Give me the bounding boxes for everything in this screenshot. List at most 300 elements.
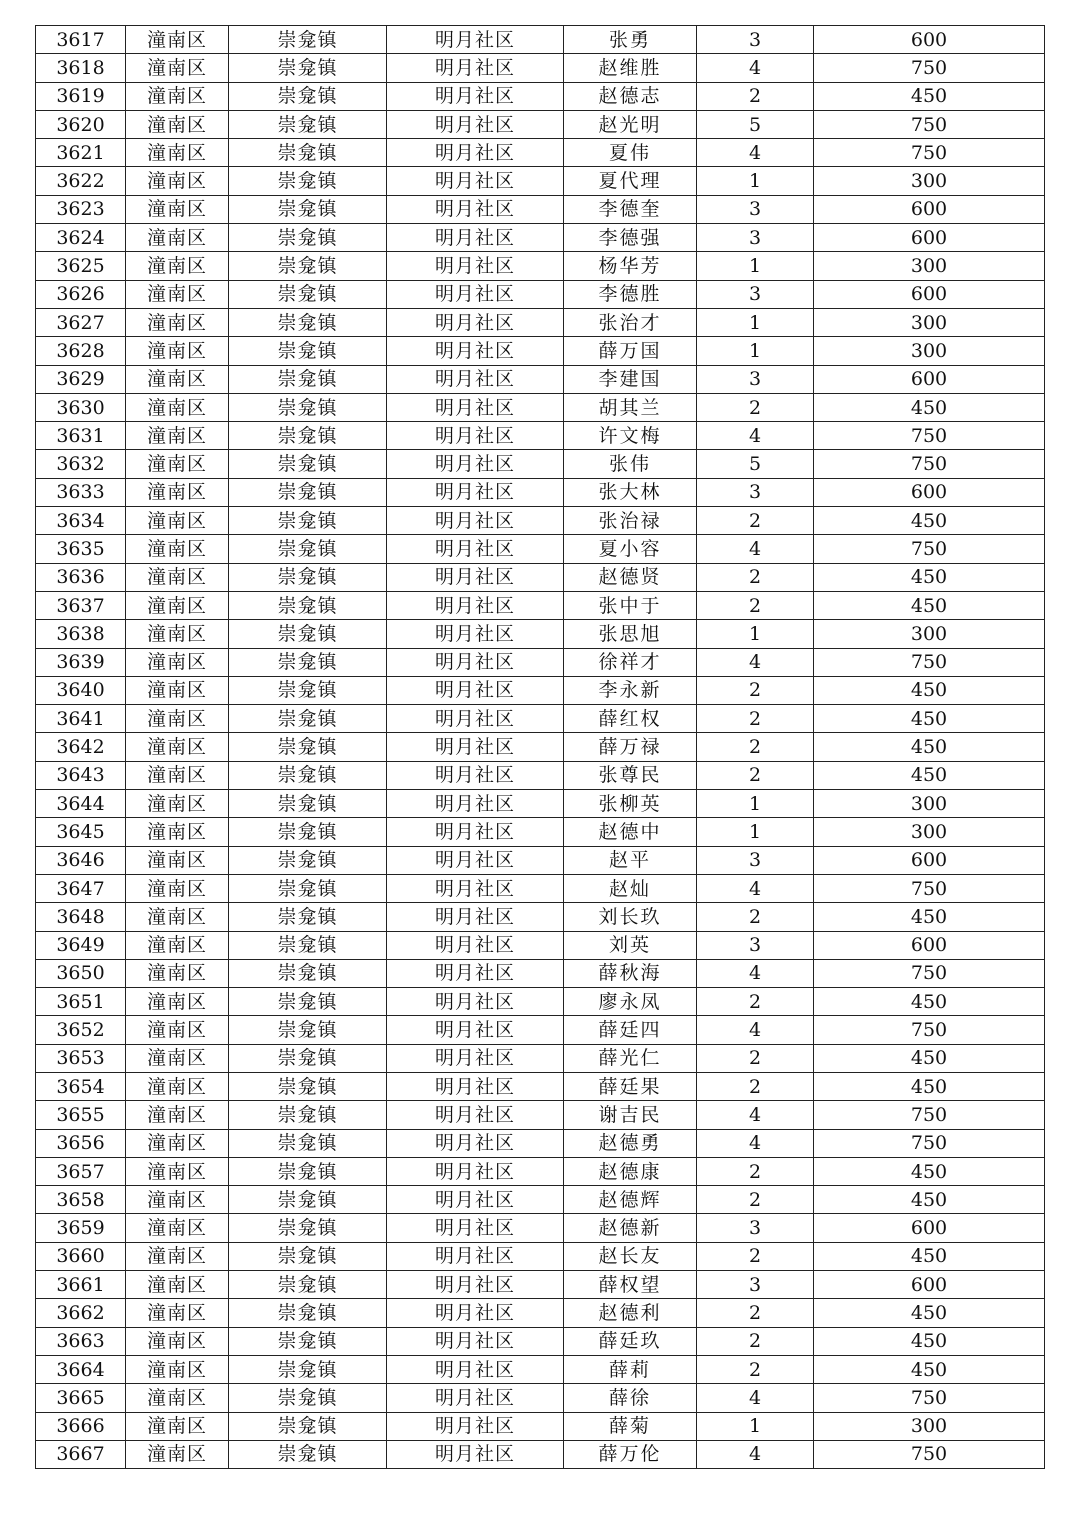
- amount-cell: 750: [814, 110, 1045, 138]
- town-cell: 崇龛镇: [229, 280, 387, 308]
- table-row: [36, 195, 1045, 223]
- table-row: [36, 478, 1045, 506]
- amount-cell: 600: [814, 1271, 1045, 1299]
- community-cell: 明月社区: [387, 818, 564, 846]
- amount-cell: 450: [814, 676, 1045, 704]
- household-size-cell: 4: [697, 1384, 814, 1412]
- household-size-cell: 2: [697, 1327, 814, 1355]
- town-cell: 崇龛镇: [229, 620, 387, 648]
- serial-number-cell: 3624: [36, 224, 126, 252]
- amount-cell: 750: [814, 1016, 1045, 1044]
- community-cell: 明月社区: [387, 761, 564, 789]
- name-cell: 薛万国: [564, 337, 697, 365]
- table-row: [36, 903, 1045, 931]
- household-size-cell: 1: [697, 337, 814, 365]
- name-cell: 赵德新: [564, 1214, 697, 1242]
- name-cell: 薛万伦: [564, 1440, 697, 1468]
- amount-cell: 600: [814, 478, 1045, 506]
- district-cell: 潼南区: [126, 1384, 229, 1412]
- amount-cell: 600: [814, 195, 1045, 223]
- serial-number-cell: 3654: [36, 1072, 126, 1100]
- table-row: [36, 1271, 1045, 1299]
- serial-number-cell: 3622: [36, 167, 126, 195]
- district-cell: 潼南区: [126, 507, 229, 535]
- table-row: [36, 1129, 1045, 1157]
- community-cell: 明月社区: [387, 54, 564, 82]
- serial-number-cell: 3653: [36, 1044, 126, 1072]
- town-cell: 崇龛镇: [229, 1299, 387, 1327]
- town-cell: 崇龛镇: [229, 1412, 387, 1440]
- table-row: [36, 1044, 1045, 1072]
- district-cell: 潼南区: [126, 1101, 229, 1129]
- household-size-cell: 5: [697, 450, 814, 478]
- table-row: [36, 365, 1045, 393]
- table-row: [36, 1157, 1045, 1185]
- town-cell: 崇龛镇: [229, 195, 387, 223]
- community-cell: 明月社区: [387, 478, 564, 506]
- household-size-cell: 2: [697, 705, 814, 733]
- district-cell: 潼南区: [126, 648, 229, 676]
- table-row: [36, 1016, 1045, 1044]
- household-size-cell: 1: [697, 167, 814, 195]
- name-cell: 李德奎: [564, 195, 697, 223]
- name-cell: 赵维胜: [564, 54, 697, 82]
- town-cell: 崇龛镇: [229, 903, 387, 931]
- community-cell: 明月社区: [387, 507, 564, 535]
- district-cell: 潼南区: [126, 478, 229, 506]
- table-row: [36, 535, 1045, 563]
- town-cell: 崇龛镇: [229, 818, 387, 846]
- district-cell: 潼南区: [126, 1412, 229, 1440]
- household-size-cell: 3: [697, 365, 814, 393]
- district-cell: 潼南区: [126, 252, 229, 280]
- district-cell: 潼南区: [126, 761, 229, 789]
- table-body: [36, 26, 1045, 1469]
- serial-number-cell: 3665: [36, 1384, 126, 1412]
- name-cell: 张治才: [564, 308, 697, 336]
- household-size-cell: 4: [697, 648, 814, 676]
- household-size-cell: 4: [697, 1101, 814, 1129]
- table-row: [36, 252, 1045, 280]
- amount-cell: 450: [814, 82, 1045, 110]
- serial-number-cell: 3634: [36, 507, 126, 535]
- district-cell: 潼南区: [126, 1129, 229, 1157]
- amount-cell: 300: [814, 308, 1045, 336]
- amount-cell: 600: [814, 26, 1045, 54]
- amount-cell: 450: [814, 705, 1045, 733]
- serial-number-cell: 3633: [36, 478, 126, 506]
- district-cell: 潼南区: [126, 1299, 229, 1327]
- table-row: [36, 790, 1045, 818]
- table-row: [36, 224, 1045, 252]
- name-cell: 李永新: [564, 676, 697, 704]
- town-cell: 崇龛镇: [229, 393, 387, 421]
- serial-number-cell: 3650: [36, 959, 126, 987]
- name-cell: 赵光明: [564, 110, 697, 138]
- amount-cell: 450: [814, 988, 1045, 1016]
- amount-cell: 750: [814, 648, 1045, 676]
- town-cell: 崇龛镇: [229, 591, 387, 619]
- community-cell: 明月社区: [387, 82, 564, 110]
- community-cell: 明月社区: [387, 1016, 564, 1044]
- town-cell: 崇龛镇: [229, 82, 387, 110]
- district-cell: 潼南区: [126, 167, 229, 195]
- district-cell: 潼南区: [126, 988, 229, 1016]
- community-cell: 明月社区: [387, 1384, 564, 1412]
- name-cell: 赵德贤: [564, 563, 697, 591]
- household-size-cell: 3: [697, 224, 814, 252]
- table-row: [36, 1242, 1045, 1270]
- amount-cell: 300: [814, 167, 1045, 195]
- community-cell: 明月社区: [387, 224, 564, 252]
- household-size-cell: 2: [697, 761, 814, 789]
- table-row: [36, 648, 1045, 676]
- table-row: [36, 1384, 1045, 1412]
- district-cell: 潼南区: [126, 1044, 229, 1072]
- household-size-cell: 3: [697, 195, 814, 223]
- community-cell: 明月社区: [387, 422, 564, 450]
- table-row: [36, 280, 1045, 308]
- district-cell: 潼南区: [126, 365, 229, 393]
- name-cell: 李建国: [564, 365, 697, 393]
- serial-number-cell: 3617: [36, 26, 126, 54]
- community-cell: 明月社区: [387, 337, 564, 365]
- town-cell: 崇龛镇: [229, 648, 387, 676]
- community-cell: 明月社区: [387, 1242, 564, 1270]
- town-cell: 崇龛镇: [229, 988, 387, 1016]
- table-row: [36, 422, 1045, 450]
- table-row: [36, 1299, 1045, 1327]
- household-size-cell: 1: [697, 252, 814, 280]
- household-size-cell: 5: [697, 110, 814, 138]
- town-cell: 崇龛镇: [229, 1440, 387, 1468]
- name-cell: 赵长友: [564, 1242, 697, 1270]
- community-cell: 明月社区: [387, 393, 564, 421]
- district-cell: 潼南区: [126, 1355, 229, 1383]
- household-size-cell: 2: [697, 507, 814, 535]
- name-cell: 张大林: [564, 478, 697, 506]
- serial-number-cell: 3662: [36, 1299, 126, 1327]
- serial-number-cell: 3635: [36, 535, 126, 563]
- town-cell: 崇龛镇: [229, 167, 387, 195]
- name-cell: 赵灿: [564, 874, 697, 902]
- amount-cell: 450: [814, 1157, 1045, 1185]
- community-cell: 明月社区: [387, 874, 564, 902]
- district-cell: 潼南区: [126, 1214, 229, 1242]
- household-size-cell: 3: [697, 280, 814, 308]
- household-size-cell: 2: [697, 1299, 814, 1327]
- amount-cell: 750: [814, 422, 1045, 450]
- district-cell: 潼南区: [126, 280, 229, 308]
- table-row: [36, 393, 1045, 421]
- community-cell: 明月社区: [387, 195, 564, 223]
- community-cell: 明月社区: [387, 846, 564, 874]
- name-cell: 赵平: [564, 846, 697, 874]
- table-row: [36, 1101, 1045, 1129]
- amount-cell: 450: [814, 563, 1045, 591]
- district-cell: 潼南区: [126, 139, 229, 167]
- amount-cell: 300: [814, 252, 1045, 280]
- district-cell: 潼南区: [126, 903, 229, 931]
- amount-cell: 450: [814, 507, 1045, 535]
- amount-cell: 450: [814, 591, 1045, 619]
- community-cell: 明月社区: [387, 620, 564, 648]
- household-size-cell: 2: [697, 733, 814, 761]
- serial-number-cell: 3621: [36, 139, 126, 167]
- household-size-cell: 1: [697, 790, 814, 818]
- district-cell: 潼南区: [126, 790, 229, 818]
- name-cell: 赵德勇: [564, 1129, 697, 1157]
- amount-cell: 750: [814, 450, 1045, 478]
- amount-cell: 600: [814, 846, 1045, 874]
- community-cell: 明月社区: [387, 139, 564, 167]
- table-row: [36, 563, 1045, 591]
- town-cell: 崇龛镇: [229, 1016, 387, 1044]
- town-cell: 崇龛镇: [229, 1242, 387, 1270]
- town-cell: 崇龛镇: [229, 252, 387, 280]
- district-cell: 潼南区: [126, 620, 229, 648]
- name-cell: 刘英: [564, 931, 697, 959]
- amount-cell: 450: [814, 1072, 1045, 1100]
- town-cell: 崇龛镇: [229, 1101, 387, 1129]
- name-cell: 赵德辉: [564, 1186, 697, 1214]
- table-row: [36, 988, 1045, 1016]
- town-cell: 崇龛镇: [229, 224, 387, 252]
- serial-number-cell: 3645: [36, 818, 126, 846]
- amount-cell: 300: [814, 790, 1045, 818]
- district-cell: 潼南区: [126, 535, 229, 563]
- name-cell: 赵德中: [564, 818, 697, 846]
- town-cell: 崇龛镇: [229, 1214, 387, 1242]
- household-size-cell: 4: [697, 1440, 814, 1468]
- household-size-cell: 4: [697, 139, 814, 167]
- table-row: [36, 337, 1045, 365]
- serial-number-cell: 3658: [36, 1186, 126, 1214]
- name-cell: 薛廷果: [564, 1072, 697, 1100]
- district-cell: 潼南区: [126, 450, 229, 478]
- name-cell: 张柳英: [564, 790, 697, 818]
- community-cell: 明月社区: [387, 1440, 564, 1468]
- household-size-cell: 4: [697, 535, 814, 563]
- household-size-cell: 4: [697, 1016, 814, 1044]
- district-cell: 潼南区: [126, 874, 229, 902]
- roster-table-container: [35, 25, 1044, 1469]
- serial-number-cell: 3652: [36, 1016, 126, 1044]
- community-cell: 明月社区: [387, 365, 564, 393]
- table-row: [36, 705, 1045, 733]
- name-cell: 李德胜: [564, 280, 697, 308]
- name-cell: 薛万禄: [564, 733, 697, 761]
- serial-number-cell: 3636: [36, 563, 126, 591]
- community-cell: 明月社区: [387, 1129, 564, 1157]
- district-cell: 潼南区: [126, 1440, 229, 1468]
- serial-number-cell: 3640: [36, 676, 126, 704]
- community-cell: 明月社区: [387, 931, 564, 959]
- serial-number-cell: 3626: [36, 280, 126, 308]
- serial-number-cell: 3656: [36, 1129, 126, 1157]
- serial-number-cell: 3660: [36, 1242, 126, 1270]
- household-size-cell: 2: [697, 393, 814, 421]
- town-cell: 崇龛镇: [229, 422, 387, 450]
- household-size-cell: 3: [697, 846, 814, 874]
- community-cell: 明月社区: [387, 591, 564, 619]
- name-cell: 夏伟: [564, 139, 697, 167]
- name-cell: 薛莉: [564, 1355, 697, 1383]
- community-cell: 明月社区: [387, 648, 564, 676]
- town-cell: 崇龛镇: [229, 676, 387, 704]
- town-cell: 崇龛镇: [229, 959, 387, 987]
- household-size-cell: 2: [697, 1355, 814, 1383]
- district-cell: 潼南区: [126, 82, 229, 110]
- town-cell: 崇龛镇: [229, 535, 387, 563]
- amount-cell: 450: [814, 1242, 1045, 1270]
- serial-number-cell: 3643: [36, 761, 126, 789]
- district-cell: 潼南区: [126, 224, 229, 252]
- table-row: [36, 818, 1045, 846]
- name-cell: 谢吉民: [564, 1101, 697, 1129]
- household-size-cell: 2: [697, 1157, 814, 1185]
- serial-number-cell: 3646: [36, 846, 126, 874]
- household-size-cell: 3: [697, 1214, 814, 1242]
- community-cell: 明月社区: [387, 988, 564, 1016]
- town-cell: 崇龛镇: [229, 1072, 387, 1100]
- name-cell: 夏小容: [564, 535, 697, 563]
- household-size-cell: 2: [697, 591, 814, 619]
- amount-cell: 750: [814, 54, 1045, 82]
- district-cell: 潼南区: [126, 393, 229, 421]
- district-cell: 潼南区: [126, 591, 229, 619]
- name-cell: 薛光仁: [564, 1044, 697, 1072]
- town-cell: 崇龛镇: [229, 507, 387, 535]
- table-row: [36, 591, 1045, 619]
- amount-cell: 450: [814, 1044, 1045, 1072]
- serial-number-cell: 3647: [36, 874, 126, 902]
- town-cell: 崇龛镇: [229, 1157, 387, 1185]
- serial-number-cell: 3651: [36, 988, 126, 1016]
- table-row: [36, 1440, 1045, 1468]
- name-cell: 夏代理: [564, 167, 697, 195]
- community-cell: 明月社区: [387, 110, 564, 138]
- table-row: [36, 733, 1045, 761]
- community-cell: 明月社区: [387, 1186, 564, 1214]
- town-cell: 崇龛镇: [229, 1327, 387, 1355]
- name-cell: 张伟: [564, 450, 697, 478]
- name-cell: 徐祥才: [564, 648, 697, 676]
- district-cell: 潼南区: [126, 705, 229, 733]
- town-cell: 崇龛镇: [229, 1384, 387, 1412]
- table-row: [36, 1214, 1045, 1242]
- serial-number-cell: 3632: [36, 450, 126, 478]
- table-row: [36, 1327, 1045, 1355]
- district-cell: 潼南区: [126, 818, 229, 846]
- household-size-cell: 2: [697, 1242, 814, 1270]
- community-cell: 明月社区: [387, 1214, 564, 1242]
- amount-cell: 750: [814, 1384, 1045, 1412]
- community-cell: 明月社区: [387, 1072, 564, 1100]
- amount-cell: 600: [814, 365, 1045, 393]
- community-cell: 明月社区: [387, 1271, 564, 1299]
- household-size-cell: 2: [697, 1186, 814, 1214]
- town-cell: 崇龛镇: [229, 1355, 387, 1383]
- serial-number-cell: 3627: [36, 308, 126, 336]
- amount-cell: 450: [814, 903, 1045, 931]
- name-cell: 杨华芳: [564, 252, 697, 280]
- community-cell: 明月社区: [387, 167, 564, 195]
- household-size-cell: 3: [697, 931, 814, 959]
- serial-number-cell: 3659: [36, 1214, 126, 1242]
- amount-cell: 450: [814, 733, 1045, 761]
- serial-number-cell: 3637: [36, 591, 126, 619]
- serial-number-cell: 3655: [36, 1101, 126, 1129]
- community-cell: 明月社区: [387, 308, 564, 336]
- name-cell: 薛秋海: [564, 959, 697, 987]
- name-cell: 薛廷玖: [564, 1327, 697, 1355]
- amount-cell: 450: [814, 1327, 1045, 1355]
- table-row: [36, 676, 1045, 704]
- community-cell: 明月社区: [387, 1101, 564, 1129]
- community-cell: 明月社区: [387, 1327, 564, 1355]
- town-cell: 崇龛镇: [229, 308, 387, 336]
- community-cell: 明月社区: [387, 676, 564, 704]
- town-cell: 崇龛镇: [229, 337, 387, 365]
- district-cell: 潼南区: [126, 337, 229, 365]
- district-cell: 潼南区: [126, 1271, 229, 1299]
- town-cell: 崇龛镇: [229, 478, 387, 506]
- community-cell: 明月社区: [387, 1157, 564, 1185]
- table-row: [36, 1355, 1045, 1383]
- serial-number-cell: 3639: [36, 648, 126, 676]
- community-cell: 明月社区: [387, 790, 564, 818]
- district-cell: 潼南区: [126, 26, 229, 54]
- name-cell: 张思旭: [564, 620, 697, 648]
- household-size-cell: 3: [697, 26, 814, 54]
- serial-number-cell: 3661: [36, 1271, 126, 1299]
- household-size-cell: 1: [697, 308, 814, 336]
- household-size-cell: 4: [697, 54, 814, 82]
- household-size-cell: 3: [697, 1271, 814, 1299]
- household-size-cell: 2: [697, 1044, 814, 1072]
- amount-cell: 300: [814, 620, 1045, 648]
- town-cell: 崇龛镇: [229, 563, 387, 591]
- serial-number-cell: 3642: [36, 733, 126, 761]
- district-cell: 潼南区: [126, 1186, 229, 1214]
- name-cell: 薛菊: [564, 1412, 697, 1440]
- household-size-cell: 4: [697, 422, 814, 450]
- serial-number-cell: 3630: [36, 393, 126, 421]
- household-size-cell: 1: [697, 818, 814, 846]
- amount-cell: 750: [814, 139, 1045, 167]
- amount-cell: 600: [814, 1214, 1045, 1242]
- serial-number-cell: 3628: [36, 337, 126, 365]
- serial-number-cell: 3619: [36, 82, 126, 110]
- town-cell: 崇龛镇: [229, 139, 387, 167]
- name-cell: 许文梅: [564, 422, 697, 450]
- serial-number-cell: 3664: [36, 1355, 126, 1383]
- town-cell: 崇龛镇: [229, 1044, 387, 1072]
- household-size-cell: 2: [697, 1072, 814, 1100]
- amount-cell: 450: [814, 1355, 1045, 1383]
- district-cell: 潼南区: [126, 846, 229, 874]
- household-size-cell: 2: [697, 903, 814, 931]
- district-cell: 潼南区: [126, 308, 229, 336]
- community-cell: 明月社区: [387, 733, 564, 761]
- town-cell: 崇龛镇: [229, 365, 387, 393]
- serial-number-cell: 3629: [36, 365, 126, 393]
- table-row: [36, 1072, 1045, 1100]
- name-cell: 赵德志: [564, 82, 697, 110]
- district-cell: 潼南区: [126, 1072, 229, 1100]
- serial-number-cell: 3667: [36, 1440, 126, 1468]
